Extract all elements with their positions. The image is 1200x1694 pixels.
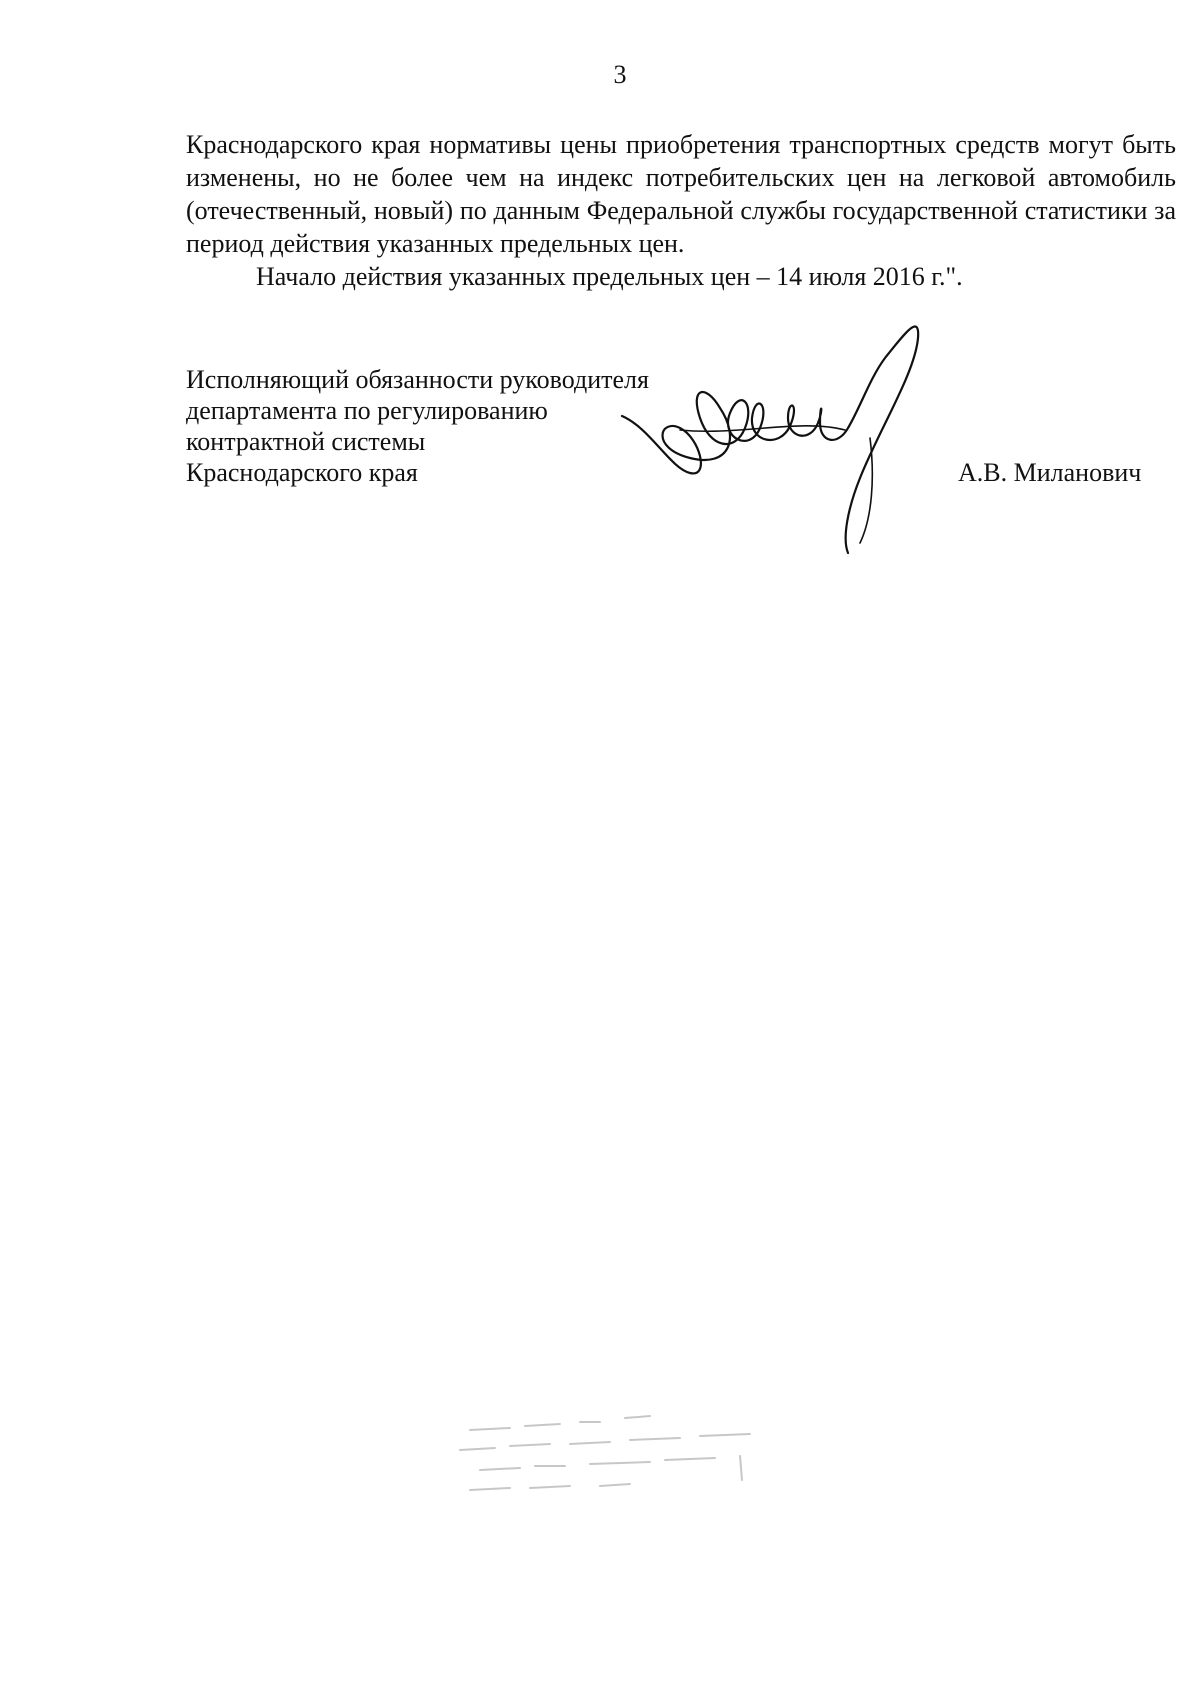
signatory-name: А.В. Миланович (958, 458, 1142, 487)
faded-stamp (450, 1400, 780, 1510)
paragraph-continuation: Краснодарского края нормативы цены приобретения транспортных средств могут быть изменены, но не более чем на индекс потребительских цен на легковой автомобиль (отечественный, новый) по данным Федеральной службы государственной статистики за период действия указанных предельных цен. (186, 130, 1176, 258)
signatory-title (186, 364, 649, 488)
page-number: 3 (613, 60, 627, 89)
signatory-title-line: департамента по регулированию (186, 396, 548, 425)
signatory-title-line: контрактной системы (186, 427, 426, 456)
signatory-title-line: Краснодарского края (186, 458, 418, 487)
signatory-title-line: Исполняющий обязанности руководителя (186, 365, 649, 394)
handwritten-signature (620, 318, 1000, 598)
paragraph-effective-date: Начало действия указанных предельных цен – 14 июля 2016 г.". (256, 262, 963, 291)
document-body (186, 128, 1176, 293)
